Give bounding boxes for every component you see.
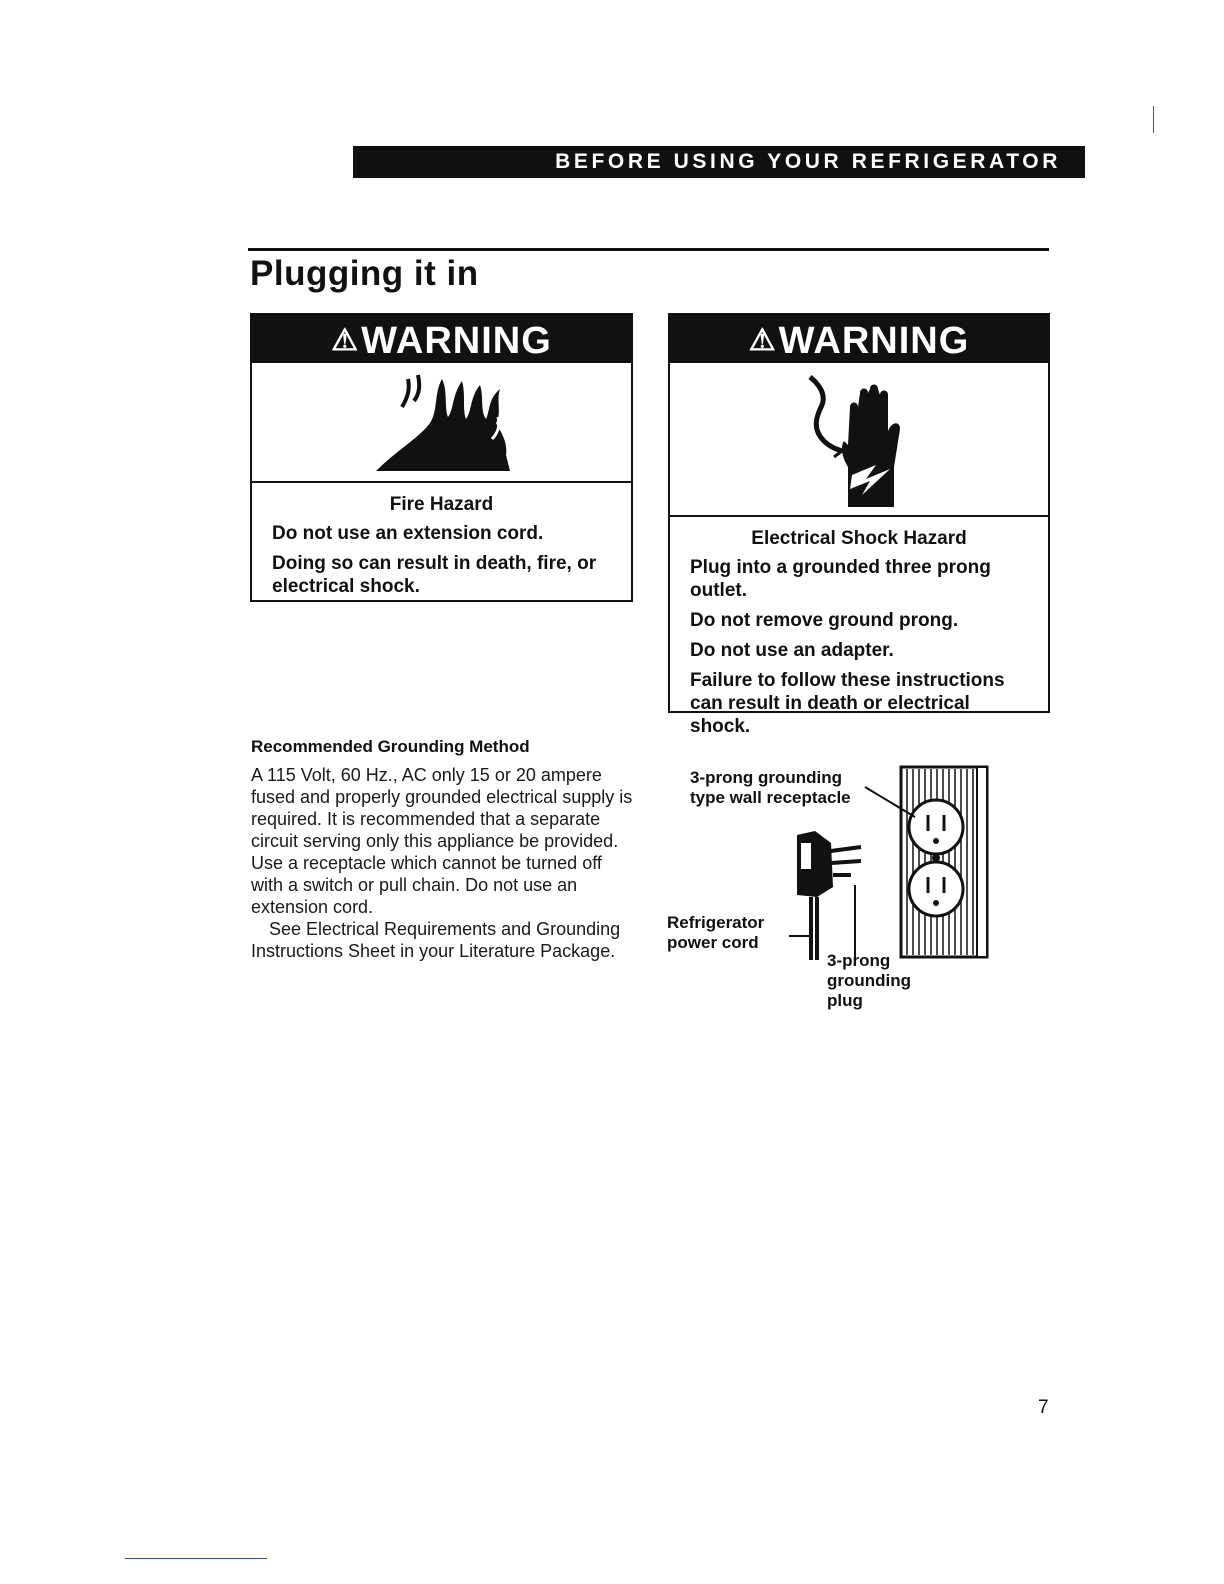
fire-warning-line: Do not use an extension cord.	[272, 523, 544, 544]
grounding-paragraph: See Electrical Requirements and Grounding Instructions Sheet in your Literature Package.	[251, 919, 621, 961]
fire-warning-header	[252, 315, 631, 363]
power-cord-label: Refrigerator power cord	[667, 913, 765, 952]
shock-pictogram-panel	[670, 363, 1048, 517]
page-number: 7	[1038, 1397, 1049, 1418]
shock-warning-header	[670, 315, 1048, 363]
fire-pictogram-panel	[252, 363, 631, 483]
fire-hazard-icon	[368, 367, 518, 477]
fire-warning-line: Doing so can result in death, fire, or electrical shock.	[272, 553, 597, 597]
shock-warning-line: Do not remove ground prong.	[690, 610, 959, 631]
shock-warning-line: Plug into a grounded three prong outlet.	[690, 557, 991, 601]
shock-warning-box	[668, 313, 1050, 737]
title-rule	[248, 248, 1049, 251]
section-header: BEFORE USING YOUR REFRIGERATOR	[353, 146, 1085, 178]
receptacle-label: 3-prong grounding type wall receptacle	[690, 768, 851, 807]
fire-hazard-title: Fire Hazard	[389, 494, 494, 515]
grounding-diagram	[665, 755, 1005, 1025]
footer-rule	[125, 1558, 267, 1559]
fire-warning-text	[252, 483, 631, 598]
electrical-shock-hazard-icon	[802, 371, 922, 511]
grounding-paragraph: A 115 Volt, 60 Hz., AC only 15 or 20 ampere fused and properly grounded electrical supply is required. It is recommended that a separate circuit serving only this appliance be provided. Use a receptacle which cannot be turned off with a switch or pull chain. Do not use an extension cord.	[251, 765, 633, 917]
warning-triangle-icon: ⚠	[748, 324, 777, 357]
page-title: Plugging it in	[250, 254, 479, 293]
shock-warning-line: Failure to follow these instructions can result in death or electrical shock.	[690, 670, 1005, 737]
page-edge-mark	[1153, 106, 1154, 133]
shock-warning-text	[670, 517, 1048, 738]
fire-warning-heading: WARNING	[361, 320, 552, 362]
shock-warning-line: Do not use an adapter.	[690, 640, 894, 661]
fire-warning-box	[250, 313, 633, 602]
grounding-body	[251, 764, 636, 962]
grounding-heading: Recommended Grounding Method	[251, 737, 530, 756]
shock-warning-heading: WARNING	[778, 320, 970, 362]
plug-label: 3-prong grounding plug	[827, 951, 912, 1010]
shock-hazard-title: Electrical Shock Hazard	[751, 528, 967, 549]
warning-triangle-icon: ⚠	[331, 324, 360, 357]
